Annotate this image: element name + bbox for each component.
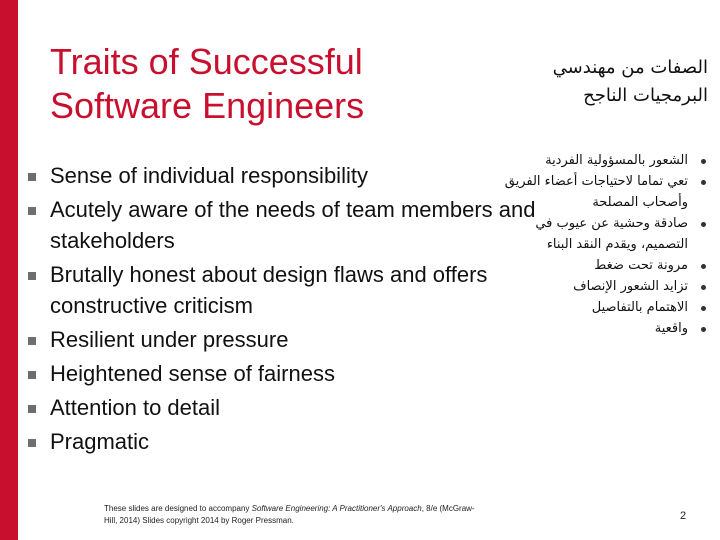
bullet-item [28,358,548,389]
square-bullet-icon [28,337,36,345]
bullet-text: Sense of individual responsibility [50,163,368,188]
square-bullet-icon [28,439,36,447]
arabic-bullet-text: واقعية [654,321,688,336]
round-bullet-icon [701,285,706,290]
round-bullet-icon [701,159,706,164]
bullet-list [28,160,548,460]
arabic-bullet-text: تعي تماما لاحتياجات أعضاء الفريق وأصحاب المصلحة [504,174,688,210]
bullet-item [28,194,548,256]
footer-prefix: These slides are designed to accompany [104,504,252,513]
bullet-item [28,392,548,423]
bullet-text: Heightened sense of fairness [50,361,335,386]
bullet-item [28,259,548,321]
round-bullet-icon [701,264,706,269]
square-bullet-icon [28,207,36,215]
bullet-item [28,160,548,191]
bullet-item [28,324,548,355]
arabic-bullet-text: مرونة تحت ضغط [594,258,688,273]
round-bullet-icon [701,306,706,311]
arabic-bullet-text: تزايد الشعور الإنصاف [573,279,688,294]
arabic-bullet-text: صادقة وحشية عن عيوب في التصميم، ويقدم النقد البناء [535,216,688,252]
slide-title-line2: Software Engineers [50,85,365,126]
arabic-bullet-item [498,255,708,276]
footer-suffix: , 8/e (McGraw-Hill, 2014) Slides copyright 2014 by Roger Pressman. [104,504,475,525]
square-bullet-icon [28,272,36,280]
bullet-text: Pragmatic [50,429,150,454]
round-bullet-icon [701,222,706,227]
arabic-bullet-item [498,171,708,213]
accent-bar [0,0,18,540]
footer-book-title: Software Engineering: A Practitioner's Approach [251,504,422,513]
arabic-title: الصفات من مهندسي البرمجيات الناجح [552,57,708,106]
arabic-bullet-list [498,150,708,339]
slide-title-line1: Traits of Successful [50,41,363,82]
bullet-text: Brutally honest about design flaws and offers constructive criticism [50,262,488,318]
page-number: 2 [680,510,687,522]
arabic-bullet-text: الاهتمام بالتفاصيل [591,300,688,315]
copyright-footer [104,503,484,527]
arabic-bullet-item [498,276,708,297]
arabic-bullet-item [498,297,708,318]
bullet-item [28,426,548,457]
arabic-bullet-text: الشعور بالمسؤولية الفردية [545,153,688,168]
arabic-bullet-item [498,213,708,255]
square-bullet-icon [28,173,36,181]
arabic-bullet-item [498,318,708,339]
square-bullet-icon [28,405,36,413]
slide-title [50,40,410,128]
square-bullet-icon [28,371,36,379]
bullet-text: Acutely aware of the needs of team members and stakeholders [50,197,536,253]
bullet-text: Attention to detail [50,395,221,420]
round-bullet-icon [701,180,706,185]
bullet-text: Resilient under pressure [50,327,289,352]
round-bullet-icon [701,327,706,332]
arabic-bullet-item [498,150,708,171]
